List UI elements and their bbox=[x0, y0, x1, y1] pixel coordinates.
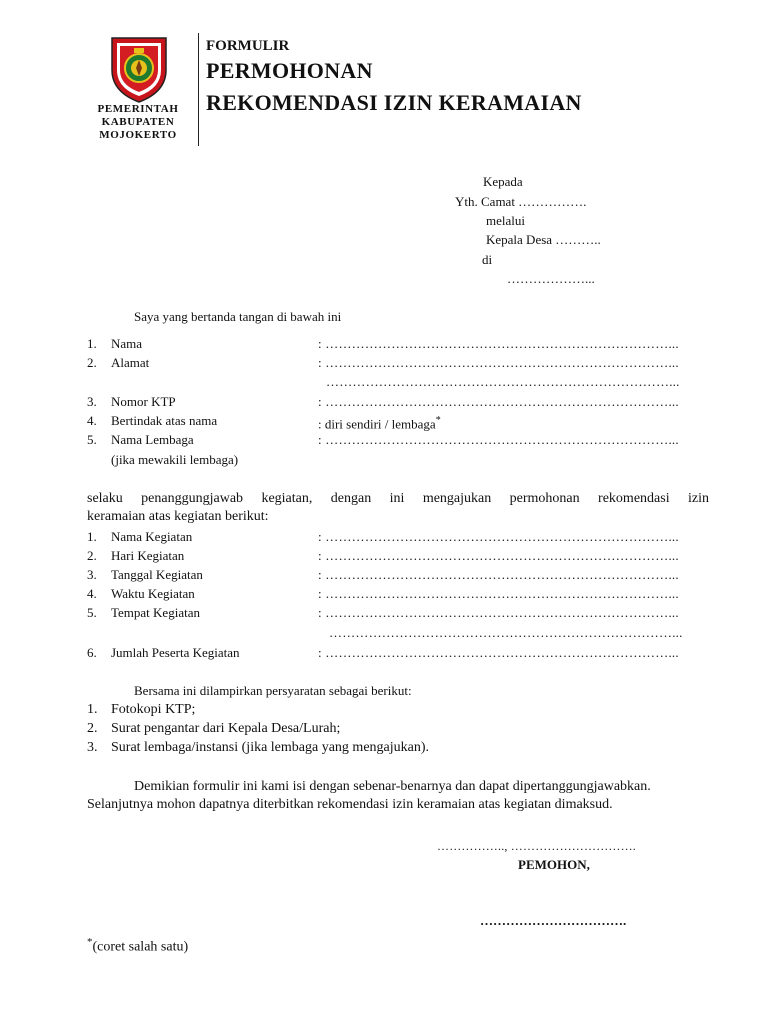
footnote bbox=[87, 934, 188, 956]
field-value: : ……………………………………………………………………... bbox=[318, 548, 679, 563]
item-number: 2. bbox=[87, 355, 97, 370]
field-value: : ……………………………………………………………………... bbox=[318, 336, 679, 351]
form-title-line2: REKOMENDASI IZIN KERAMAIAN bbox=[206, 90, 582, 115]
closing-line2: Selanjutnya mohon dapatnya diterbitkan rekomendasi izin keramaian atas kegiatan dimaksud. bbox=[87, 797, 613, 812]
field-label: Bertindak atas nama bbox=[111, 413, 218, 428]
address-kepada: Kepada bbox=[483, 174, 523, 189]
header-divider bbox=[198, 33, 199, 146]
address-kepala-desa: Kepala Desa ……….. bbox=[486, 232, 601, 247]
intro-text: Saya yang bertanda tangan di bawah ini bbox=[134, 309, 342, 324]
asterisk-mark: * bbox=[435, 415, 441, 426]
closing-line1: Demikian formulir ini kami isi dengan sebenar-benarnya dan dapat dipertanggungjawabkan. bbox=[134, 779, 651, 794]
footnote-text: (coret salah satu) bbox=[92, 939, 189, 955]
field-label: Tempat Kegiatan bbox=[111, 605, 200, 620]
item-number: 1. bbox=[87, 336, 97, 351]
field-label: Nomor KTP bbox=[111, 394, 176, 409]
form-label: FORMULIR bbox=[206, 38, 290, 54]
applicant-role: PEMOHON, bbox=[518, 857, 590, 872]
attachments-intro: Bersama ini dilampirkan persyaratan sebagai berikut: bbox=[134, 683, 412, 698]
attachment-item: Fotokopi KTP; bbox=[111, 702, 196, 717]
org-name bbox=[86, 103, 190, 142]
field-value: : ……………………………………………………………………... bbox=[318, 645, 679, 660]
item-number: 5. bbox=[87, 605, 97, 620]
field-value: : ……………………………………………………………………... bbox=[318, 567, 679, 582]
item-number: 2. bbox=[87, 721, 98, 736]
address-camat: Yth. Camat ……………. bbox=[455, 194, 587, 209]
field-label: Waktu Kegiatan bbox=[111, 586, 195, 601]
responsibility-line1: selaku penanggungjawab kegiatan, dengan ini mengajukan permohonan rekomendasi izin bbox=[87, 491, 709, 506]
address-di: di bbox=[482, 252, 493, 267]
field-value: : ……………………………………………………………………... bbox=[318, 394, 679, 409]
field-value: : ……………………………………………………………………... bbox=[318, 355, 679, 370]
place-date: …………….., …………………………. bbox=[437, 839, 636, 853]
field-label: Jumlah Peserta Kegiatan bbox=[111, 645, 240, 660]
field-label: Nama Kegiatan bbox=[111, 529, 193, 544]
field-label: Alamat bbox=[111, 355, 150, 370]
choice-text: : diri sendiri / lembaga bbox=[318, 416, 436, 432]
signature-name-line: ……………………………. bbox=[480, 913, 627, 928]
field-label: Nama Lembaga bbox=[111, 432, 194, 447]
item-number: 3. bbox=[87, 740, 98, 755]
org-line: KABUPATEN bbox=[101, 116, 175, 128]
attachment-item: Surat lembaga/instansi (jika lembaga yang mengajukan). bbox=[111, 740, 430, 755]
org-line: MOJOKERTO bbox=[99, 129, 177, 141]
item-number: 1. bbox=[87, 529, 97, 544]
item-number: 6. bbox=[87, 645, 97, 660]
item-number: 5. bbox=[87, 432, 97, 447]
item-number: 2. bbox=[87, 548, 97, 563]
mojokerto-emblem-icon bbox=[106, 34, 172, 104]
field-label: Hari Kegiatan bbox=[111, 548, 185, 563]
item-number: 3. bbox=[87, 567, 97, 582]
address-place: ………………... bbox=[507, 271, 595, 286]
field-value: : ……………………………………………………………………... bbox=[318, 432, 679, 447]
field-label: Nama bbox=[111, 336, 143, 351]
field-value-continuation: ……………………………………………………………………... bbox=[329, 625, 683, 640]
address-melalui: melalui bbox=[486, 213, 525, 228]
field-value: : ……………………………………………………………………... bbox=[318, 529, 679, 544]
org-line: PEMERINTAH bbox=[97, 103, 179, 115]
responsibility-line2: keramaian atas kegiatan berikut: bbox=[87, 509, 269, 524]
item-number: 3. bbox=[87, 394, 97, 409]
asterisk-mark: * bbox=[87, 936, 93, 948]
field-value-choice bbox=[318, 413, 441, 431]
field-value-continuation: ……………………………………………………………………... bbox=[326, 374, 680, 389]
attachment-item: Surat pengantar dari Kepala Desa/Lurah; bbox=[111, 721, 341, 736]
form-title-line1: PERMOHONAN bbox=[206, 58, 373, 83]
item-number: 4. bbox=[87, 413, 97, 428]
item-number: 4. bbox=[87, 586, 97, 601]
field-label: Tanggal Kegiatan bbox=[111, 567, 203, 582]
field-value: : ……………………………………………………………………... bbox=[318, 586, 679, 601]
field-value: : ……………………………………………………………………... bbox=[318, 605, 679, 620]
item-number: 1. bbox=[87, 702, 98, 717]
field-note: (jika mewakili lembaga) bbox=[111, 452, 239, 467]
